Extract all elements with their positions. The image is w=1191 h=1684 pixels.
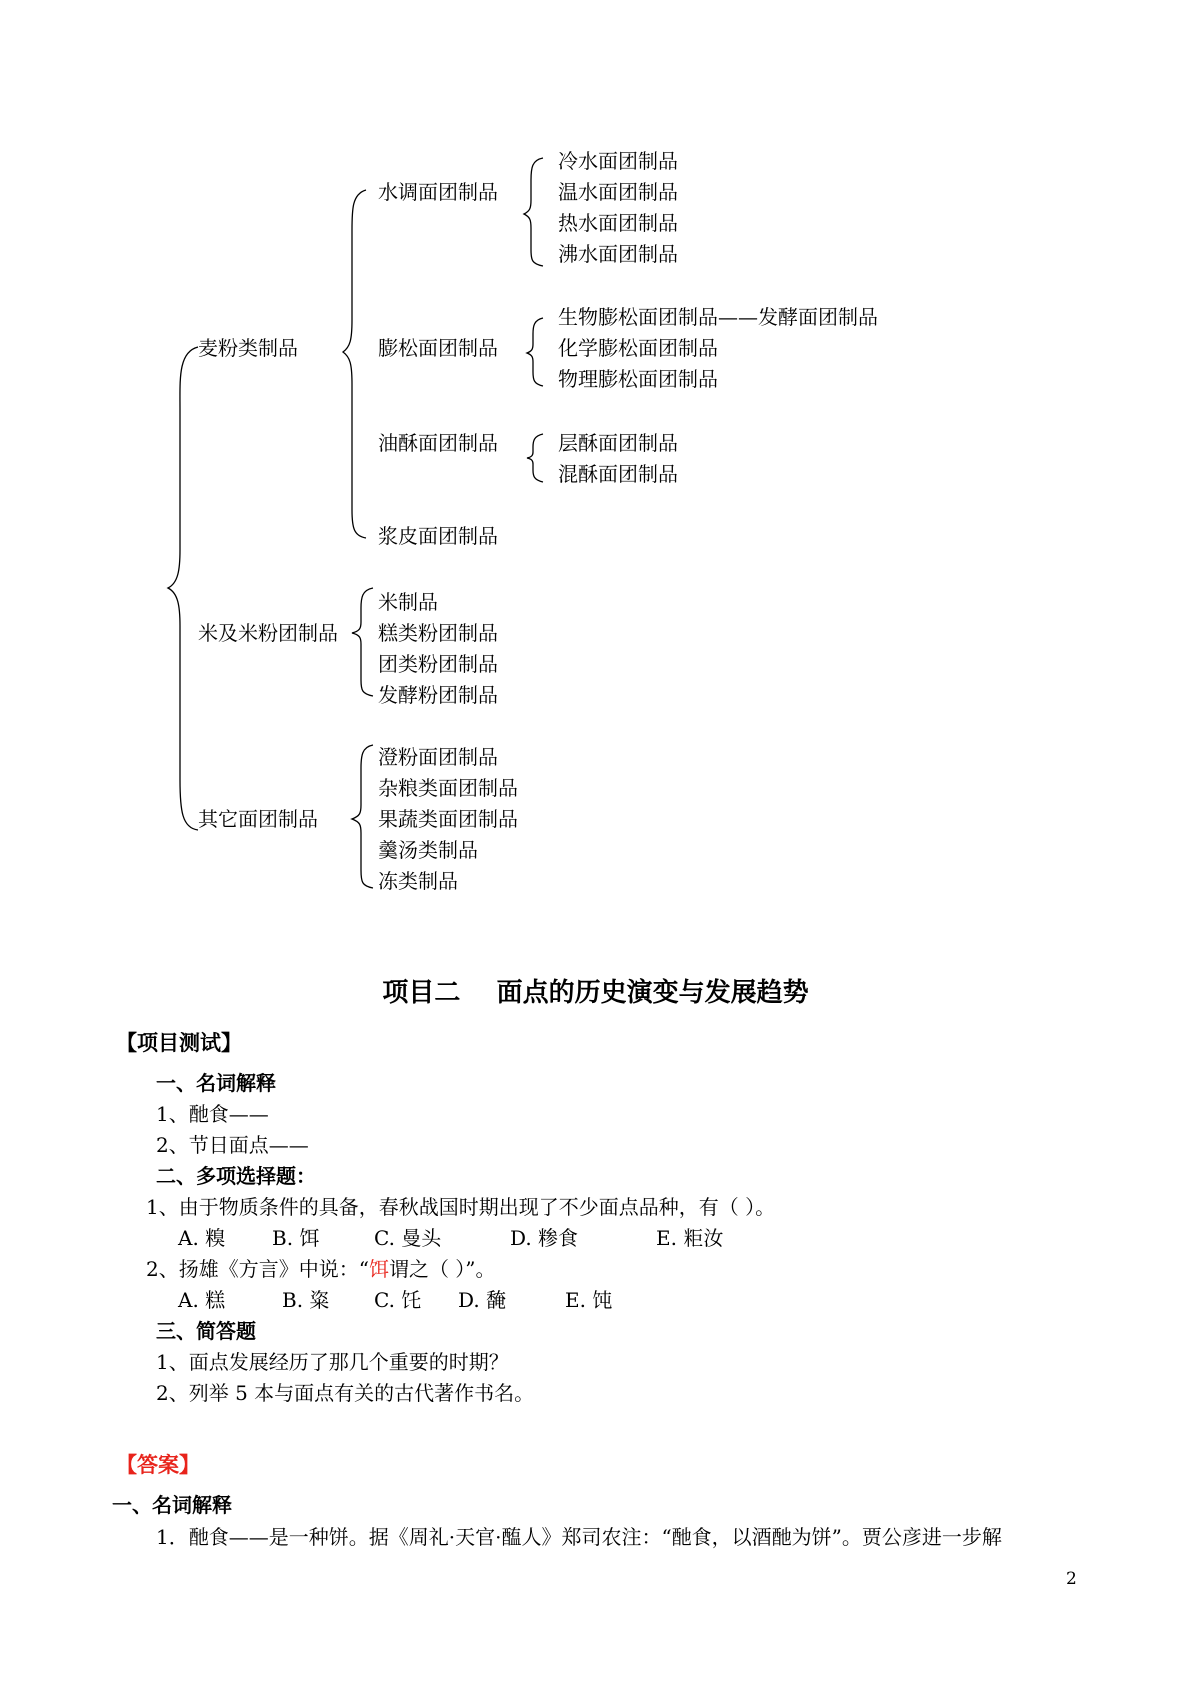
section-heading: 一、名词解释 bbox=[112, 1493, 232, 1517]
question-text: 2、扬雄《方言》中说：“ bbox=[146, 1257, 369, 1281]
answer-text: 1．酏食——是一种饼。据《周礼·天官·醢人》郑司农注：“酏食，以酒酏为饼”。贾公彦进一步解 bbox=[156, 1525, 1002, 1549]
tree-wheat-oil: 油酥面团制品 bbox=[378, 431, 498, 455]
leaven-brace bbox=[527, 318, 543, 386]
tree-leaf: 热水面团制品 bbox=[558, 211, 678, 235]
tree-leaf: 团类粉团制品 bbox=[378, 652, 498, 676]
option: C. 饦 bbox=[374, 1288, 422, 1312]
wheat-brace bbox=[343, 190, 366, 538]
question: 1、酏食—— bbox=[156, 1102, 269, 1126]
tree-leaf: 糕类粉团制品 bbox=[378, 621, 498, 645]
tree-leaf: 生物膨松面团制品——发酵面团制品 bbox=[558, 305, 878, 329]
tree-leaf: 温水面团制品 bbox=[558, 180, 678, 204]
section-heading: 一、名词解释 bbox=[156, 1071, 276, 1095]
tree-leaf: 澄粉面团制品 bbox=[378, 745, 498, 769]
tree-wheat-pulp: 浆皮面团制品 bbox=[378, 524, 498, 548]
option: E. 粔汝 bbox=[656, 1226, 724, 1250]
project-title: 项目二 面点的历史演变与发展趋势 bbox=[382, 978, 809, 1008]
tree-leaf: 米制品 bbox=[378, 590, 438, 614]
water-brace bbox=[524, 158, 543, 266]
highlight-term: 饵 bbox=[368, 1257, 389, 1281]
question: 2、列举 5 本与面点有关的古代著作书名。 bbox=[156, 1381, 535, 1405]
tree-root-wheat: 麦粉类制品 bbox=[198, 336, 298, 360]
answer-heading: 【答案】 bbox=[116, 1453, 200, 1477]
tree-leaf: 化学膨松面团制品 bbox=[558, 336, 718, 360]
tree-root-other: 其它面团制品 bbox=[198, 807, 318, 831]
other-brace bbox=[352, 745, 373, 888]
option: A. 糗 bbox=[178, 1226, 226, 1250]
tree-leaf: 冻类制品 bbox=[378, 869, 458, 893]
question bbox=[146, 1256, 496, 1282]
question: 1、面点发展经历了那几个重要的时期？ bbox=[156, 1350, 509, 1374]
tree-leaf: 物理膨松面团制品 bbox=[558, 367, 718, 391]
tree-wheat-water: 水调面团制品 bbox=[378, 180, 498, 204]
rice-brace bbox=[352, 588, 373, 696]
oil-brace bbox=[527, 434, 543, 482]
tree-root-rice: 米及米粉团制品 bbox=[198, 621, 338, 645]
section-heading: 二、多项选择题： bbox=[156, 1164, 316, 1188]
tree-leaf: 发酵粉团制品 bbox=[378, 683, 498, 707]
tree-leaf: 杂粮类面团制品 bbox=[378, 776, 518, 800]
root-brace bbox=[168, 347, 198, 830]
tree-leaf: 羹汤类制品 bbox=[378, 838, 478, 862]
option: E. 饨 bbox=[565, 1288, 613, 1312]
tree-leaf: 冷水面团制品 bbox=[558, 149, 678, 173]
question: 2、节日面点—— bbox=[156, 1133, 309, 1157]
tree-leaf: 沸水面团制品 bbox=[558, 242, 678, 266]
question: 1、由于物质条件的具备，春秋战国时期出现了不少面点品种，有（ ）。 bbox=[146, 1195, 776, 1219]
option: B. 粢 bbox=[282, 1288, 330, 1312]
option: D. 馣 bbox=[458, 1288, 507, 1312]
tree-wheat-leaven: 膨松面团制品 bbox=[378, 336, 498, 360]
option: C. 曼头 bbox=[374, 1226, 442, 1250]
option: A. 糕 bbox=[178, 1288, 226, 1312]
tree-leaf: 果蔬类面团制品 bbox=[378, 807, 518, 831]
question-text: 谓之（ ）”。 bbox=[388, 1257, 496, 1281]
test-heading: 【项目测试】 bbox=[116, 1031, 242, 1055]
page-number: 2 bbox=[1066, 1569, 1077, 1589]
tree-leaf: 层酥面团制品 bbox=[558, 431, 678, 455]
option: D. 糁食 bbox=[510, 1226, 579, 1250]
option: B. 饵 bbox=[272, 1226, 320, 1250]
section-heading: 三、简答题 bbox=[156, 1319, 256, 1343]
tree-leaf: 混酥面团制品 bbox=[558, 462, 678, 486]
